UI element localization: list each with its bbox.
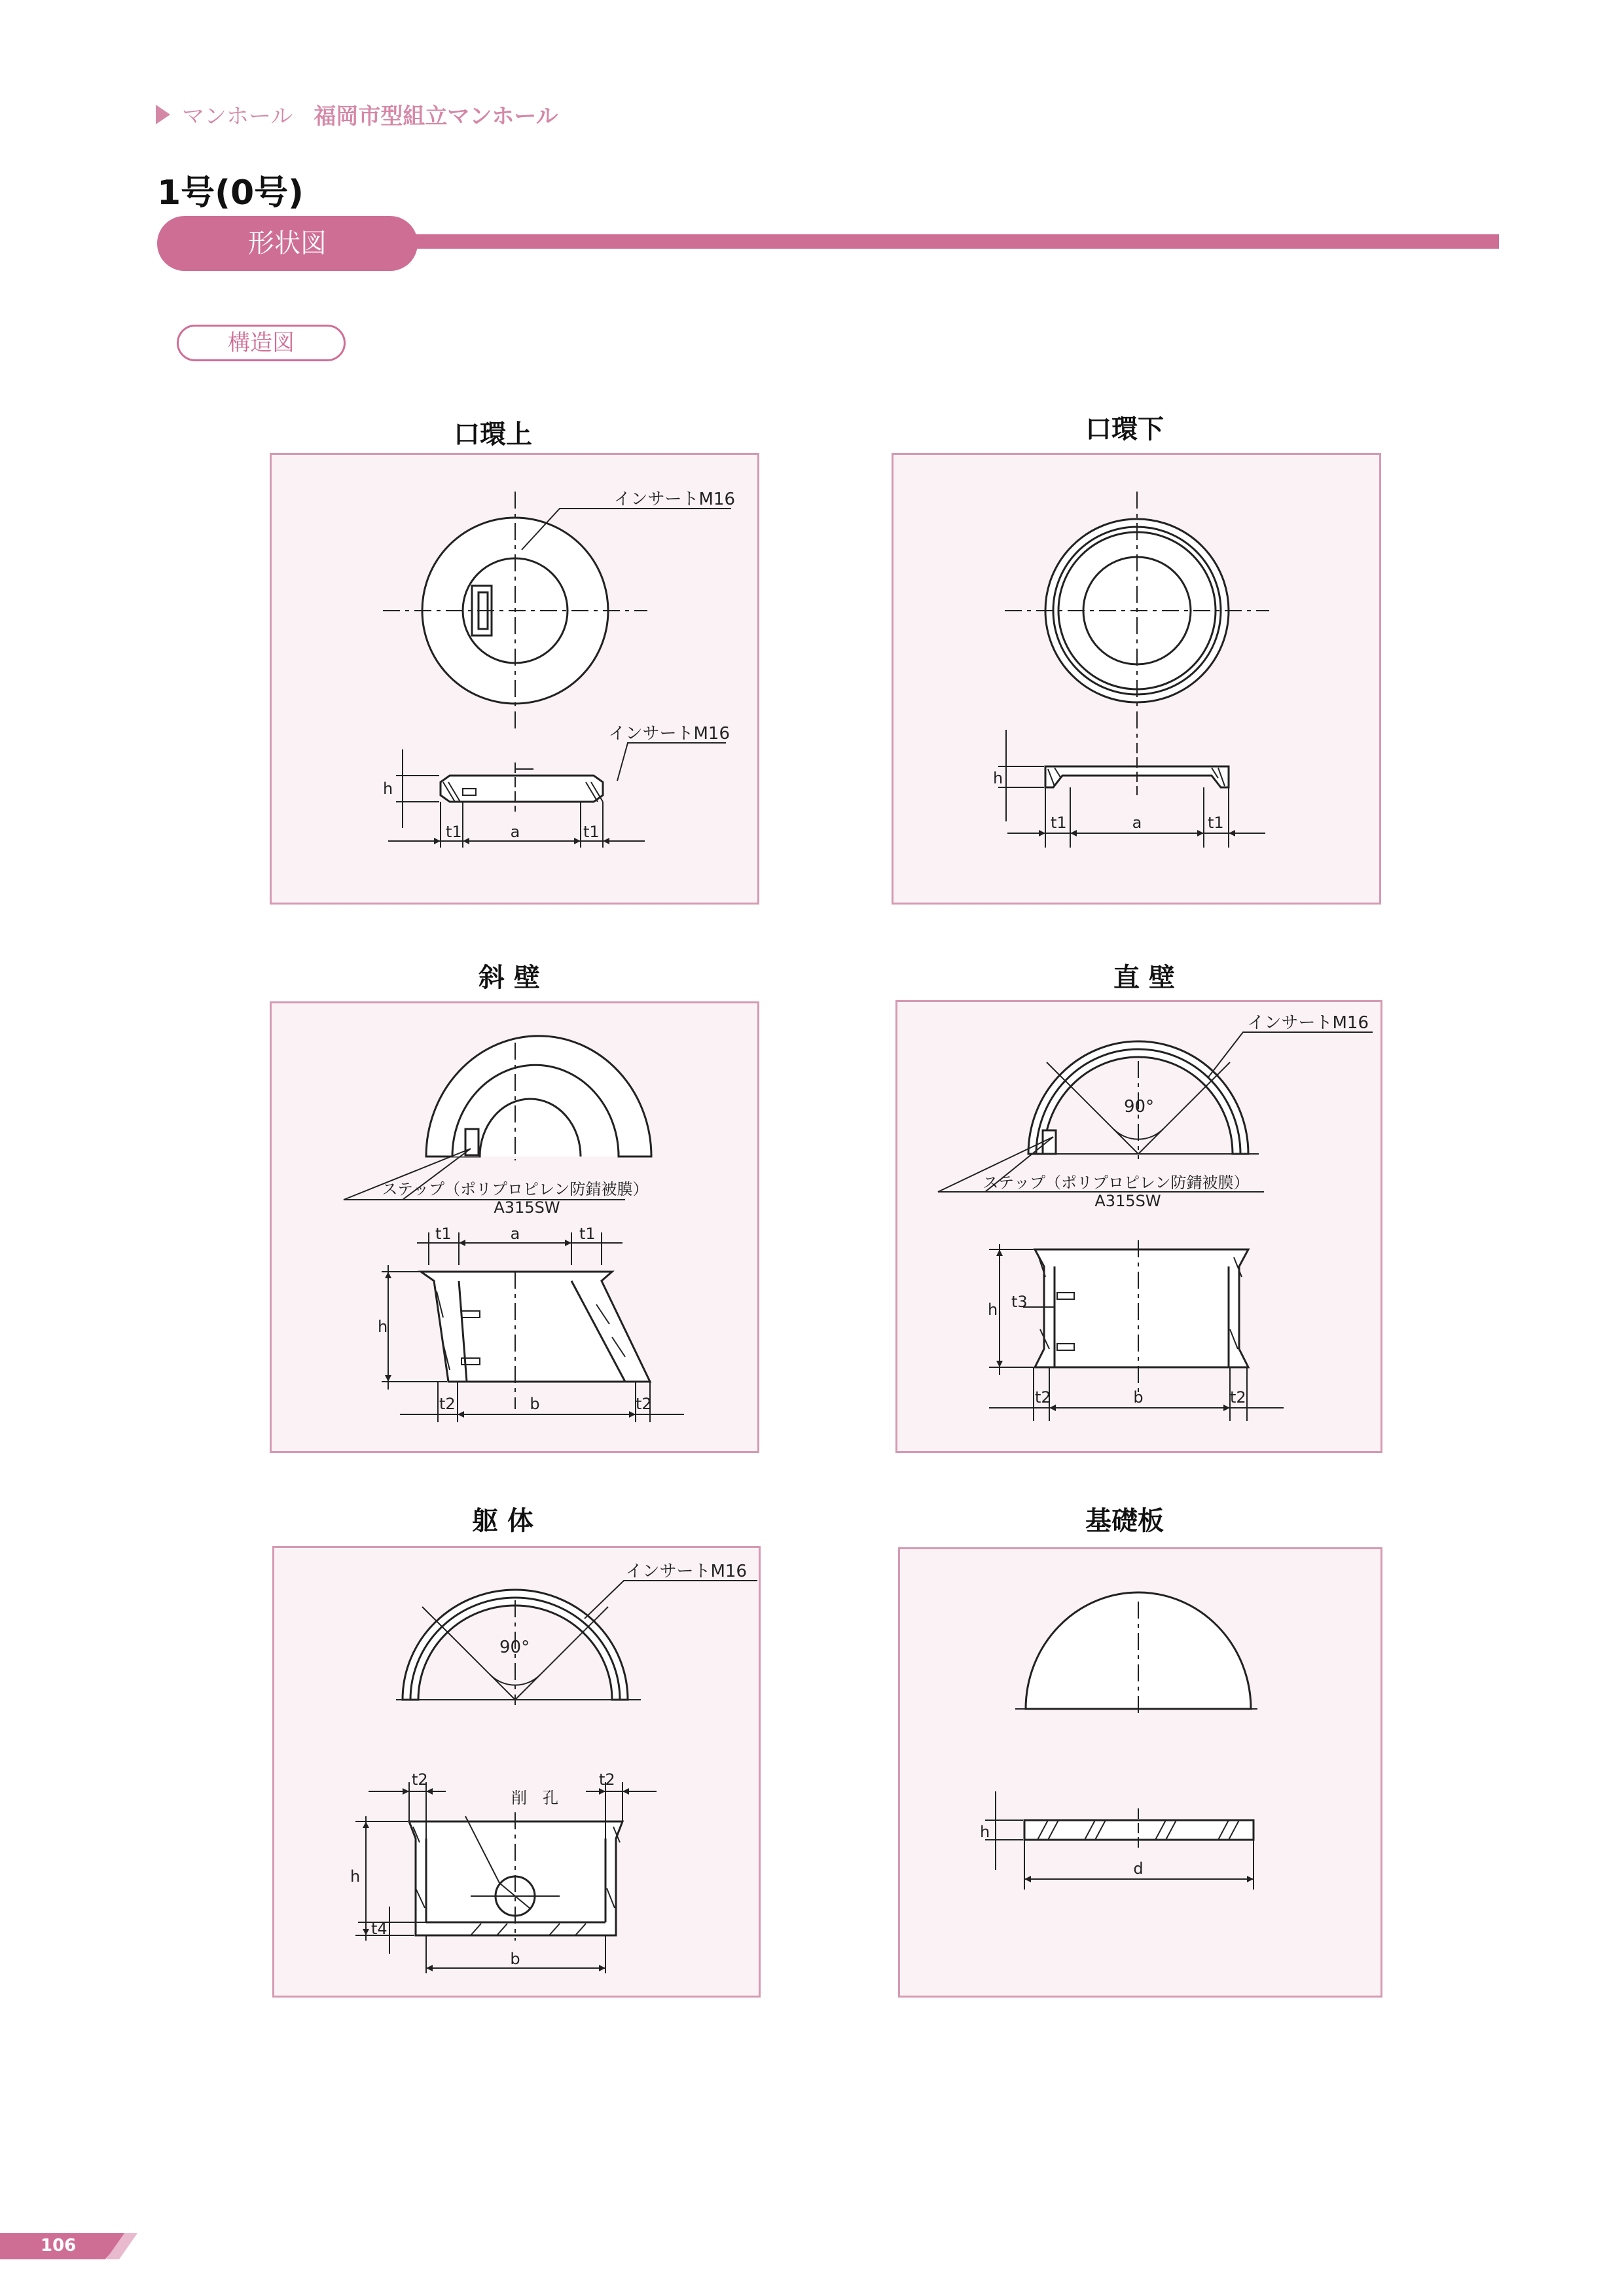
insert-label: インサートM16	[1247, 1013, 1369, 1033]
dim-t2-left: t2	[412, 1770, 428, 1789]
dim-t4: t4	[371, 1920, 388, 1938]
step-code: A315SW	[1094, 1192, 1161, 1210]
dim-t2-right: t2	[1230, 1388, 1246, 1407]
step-code: A315SW	[494, 1198, 560, 1217]
drawing-shaheki	[272, 1003, 759, 1453]
dim-t2-right: t2	[599, 1770, 615, 1789]
drawing-panel-koukan-shita	[892, 453, 1381, 905]
dim-a: a	[510, 823, 520, 841]
angle-label: 90°	[499, 1638, 530, 1657]
dim-b: b	[510, 1950, 520, 1968]
panel-title-shaheki: 斜 壁	[478, 963, 540, 993]
drawing-panel-koukan-ue	[270, 453, 759, 905]
subsection-label: 構造図	[177, 325, 346, 361]
triangle-right-icon	[156, 105, 170, 124]
panel-title-koukan-shita: 口環下	[1085, 414, 1164, 444]
dim-d: d	[1133, 1859, 1144, 1878]
dim-h: h	[378, 1318, 388, 1336]
dim-t2-left: t2	[1035, 1388, 1051, 1407]
step-label: ステップ（ポリプロピレン防錆被膜）	[382, 1180, 649, 1198]
breadcrumb	[156, 98, 558, 130]
drawing-chokuheki	[897, 1002, 1382, 1453]
drawing-kutai	[274, 1548, 761, 1998]
panel-title-chokuheki: 直 壁	[1113, 963, 1175, 993]
dim-t1-left: t1	[446, 823, 462, 841]
page-number: 106	[41, 2236, 77, 2255]
panel-title-koukan-ue: 口環上	[454, 420, 532, 450]
drawing-panel-shaheki	[270, 1001, 759, 1453]
section-label: 形状図	[157, 216, 418, 271]
drawing-panel-chokuheki	[895, 1000, 1382, 1453]
dim-h: h	[988, 1300, 998, 1319]
panel-title-kisoban: 基礎板	[1085, 1506, 1164, 1536]
dim-t1-right: t1	[1208, 814, 1224, 832]
drawing-koukan-ue	[272, 455, 759, 905]
angle-label: 90°	[1124, 1097, 1155, 1117]
hole-label: 削 孔	[511, 1789, 558, 1807]
dim-b: b	[1133, 1388, 1144, 1407]
drawing-panel-kisoban	[898, 1547, 1382, 1998]
dim-t1-right: t1	[583, 823, 600, 841]
insert-top-label: インサートM16	[613, 490, 735, 509]
section-rule	[353, 234, 1499, 249]
breadcrumb-parent[interactable]: マンホール	[182, 103, 293, 130]
dim-t2-left: t2	[439, 1395, 456, 1413]
dim-b: b	[530, 1395, 540, 1413]
step-label: ステップ（ポリプロピレン防錆被膜）	[983, 1174, 1250, 1192]
drawing-kisoban	[900, 1549, 1382, 1998]
section-band	[157, 216, 1499, 271]
breadcrumb-current: 福岡市型組立マンホール	[314, 103, 558, 130]
dim-h: h	[980, 1823, 990, 1841]
dim-t2-right: t2	[636, 1395, 652, 1413]
insert-label: インサートM16	[625, 1562, 747, 1581]
drawing-panel-kutai	[272, 1546, 761, 1998]
dim-t1-left: t1	[435, 1225, 452, 1243]
page-title: 1号(0号)	[157, 173, 304, 213]
panel-title-kutai: 躯 体	[472, 1506, 533, 1536]
dim-t3: t3	[1011, 1293, 1028, 1311]
dim-a: a	[510, 1225, 520, 1243]
dim-t1-left: t1	[1051, 814, 1067, 832]
insert-side-label: インサートM16	[608, 724, 730, 744]
drawing-koukan-shita	[893, 455, 1381, 905]
dim-h: h	[993, 769, 1003, 787]
dim-a: a	[1132, 814, 1142, 832]
dim-h: h	[350, 1867, 361, 1886]
dim-h: h	[383, 780, 393, 798]
dim-t1-right: t1	[579, 1225, 596, 1243]
